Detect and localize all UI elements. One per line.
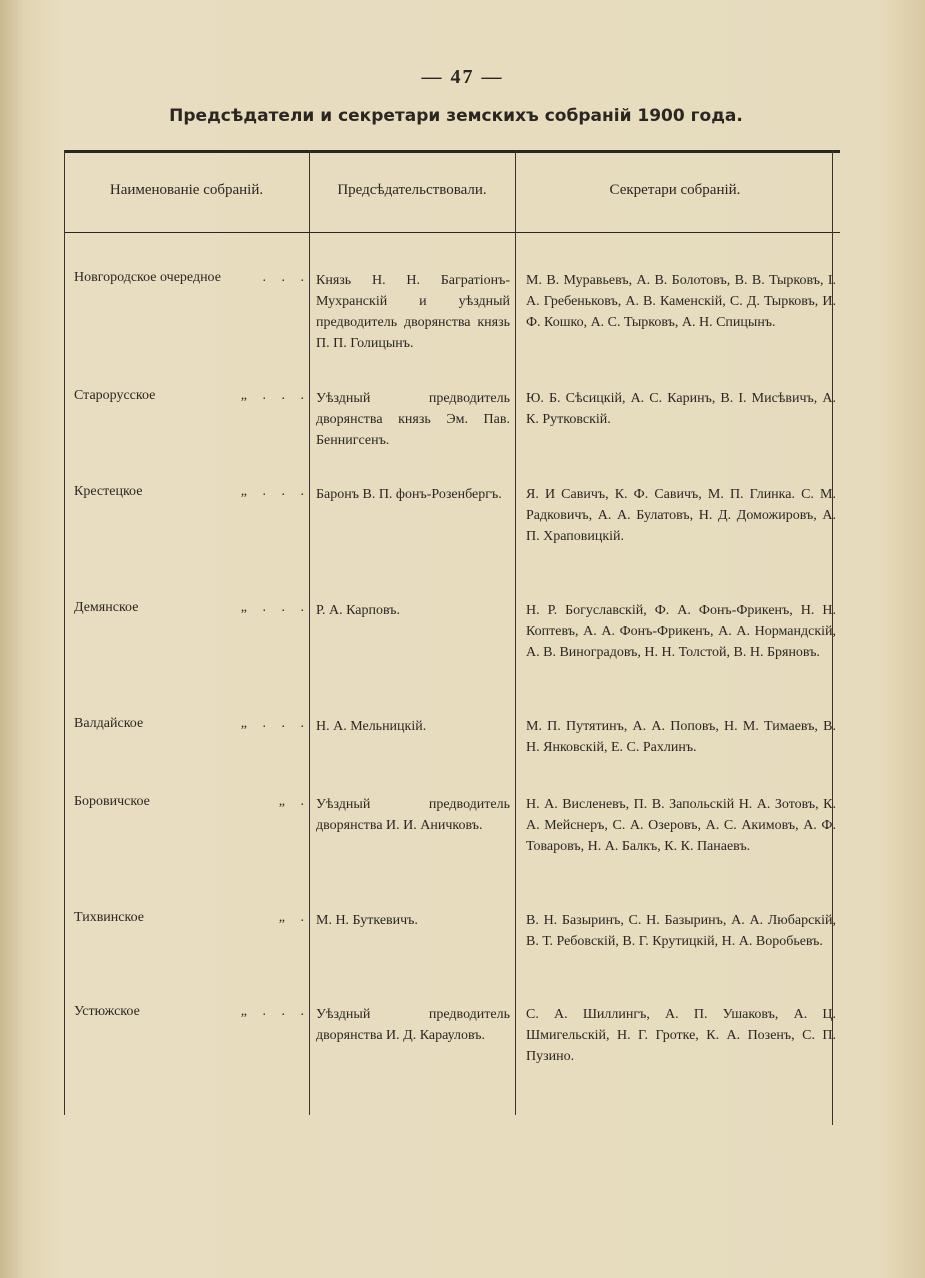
left-border: [64, 150, 65, 1115]
ditto-marks: „ . . .: [240, 388, 310, 403]
assembly-name: Новгородское очередное: [74, 270, 221, 285]
assembly-name: Демянское: [74, 600, 139, 615]
header-secretaries: Секретари собраній.: [609, 182, 741, 198]
chairs-secretaries-table: [64, 150, 840, 1115]
chair-cell: Уѣздный предводитель дворянства И. Д. Карауловъ.: [316, 1007, 510, 1043]
header-bottom-rule: [64, 232, 840, 233]
table-top-rule: [64, 150, 840, 153]
chair-cell: М. Н. Буткевичъ.: [316, 913, 418, 928]
ditto-marks: „ . . .: [240, 600, 310, 615]
assembly-name: Крестецкое: [74, 484, 143, 499]
ditto-marks: „ .: [278, 910, 310, 925]
assembly-name: Валдайское: [74, 716, 144, 731]
secretaries-cell: М. П. Путятинъ, А. А. Поповъ, Н. М. Тимаевъ, В. Н. Янковскій, Е. С. Рахлинъ.: [526, 719, 836, 755]
ditto-marks: „ . . .: [240, 484, 310, 499]
secretaries-cell: М. В. Муравьевъ, А. В. Болотовъ, В. В. Тырковъ, І. А. Гребеньковъ, А. В. Каменскій, С. Д. Тырковъ, И. Ф. Кошко, А. С. Тырковъ, А. Н. Спицынъ.: [526, 273, 836, 330]
assembly-name: Боровичское: [74, 794, 150, 809]
column-divider-1: [309, 150, 310, 1115]
page-title: Предсѣдатели и секретари земскихъ собраній 1900 года.: [169, 106, 743, 126]
chair-cell: Уѣздный предводитель дворянства князь Эм. Пав. Беннигсенъ.: [316, 391, 510, 448]
secretaries-cell: Н. А. Висленевъ, П. В. Запольскій Н. А. Зотовъ, К. А. Мейснеръ, С. А. Озеровъ, А. С. Акимовъ, А. Ф. Товаровъ, Н. А. Балкъ, К. К. Панаевъ.: [526, 797, 836, 854]
chair-cell: Князь Н. Н. Багратіонъ-Мухранскій и уѣздный предводитель дворянства князь П. П. Голицынъ.: [316, 273, 510, 351]
secretaries-cell: Н. Р. Богуславскій, Ф. А. Фонъ-Фрикенъ, Н. Н. Коптевъ, А. А. Фонъ-Фрикенъ, А. А. Нормандскій, А. В. Виноградовъ, Н. Н. Толстой, В. Н. Бряновъ.: [526, 603, 836, 660]
secretaries-cell: В. Н. Базыринъ, С. Н. Базыринъ, А. А. Любарскій, В. Т. Ребовскій, В. Г. Крутицкій, Н. А. Воробьевъ.: [526, 913, 836, 949]
chair-cell: Н. А. Мельницкій.: [316, 719, 427, 734]
assembly-name: Старорусское: [74, 388, 156, 403]
secretaries-cell: С. А. Шиллингъ, А. П. Ушаковъ, А. Ц. Шмигельскій, Н. Г. Гротке, К. А. Позенъ, С. П. Пузино.: [526, 1007, 836, 1064]
chair-cell: Уѣздный предводитель дворянства И. И. Аничковъ.: [316, 797, 510, 833]
secretaries-cell: Ю. Б. Сѣсицкій, А. С. Каринъ, В. І. Мисѣвичъ, А. К. Рутковскій.: [526, 391, 836, 427]
ditto-marks: „ . . .: [240, 1004, 310, 1019]
column-divider-2: [515, 150, 516, 1115]
ditto-marks: . . .: [262, 270, 310, 285]
chair-cell: Р. А. Карповъ.: [316, 603, 401, 618]
assembly-name: Тихвинское: [74, 910, 144, 925]
ditto-marks: „ . . .: [240, 716, 310, 731]
secretaries-cell: Я. И Савичъ, К. Ф. Савичъ, М. П. Глинка. С. М. Радковичъ, А. А. Булатовъ, Н. Д. Доможировъ, А. П. Храповицкій.: [526, 487, 836, 544]
assembly-name: Устюжское: [74, 1004, 140, 1019]
header-assembly-name: Наименованіе собраній.: [109, 182, 264, 198]
page-number: — 47 —: [421, 66, 504, 88]
chair-cell: Баронъ В. П. фонъ-Розенбергъ.: [316, 487, 502, 502]
header-chaired-by: Предсѣдательствовали.: [337, 182, 487, 198]
ditto-marks: „ .: [278, 794, 310, 809]
